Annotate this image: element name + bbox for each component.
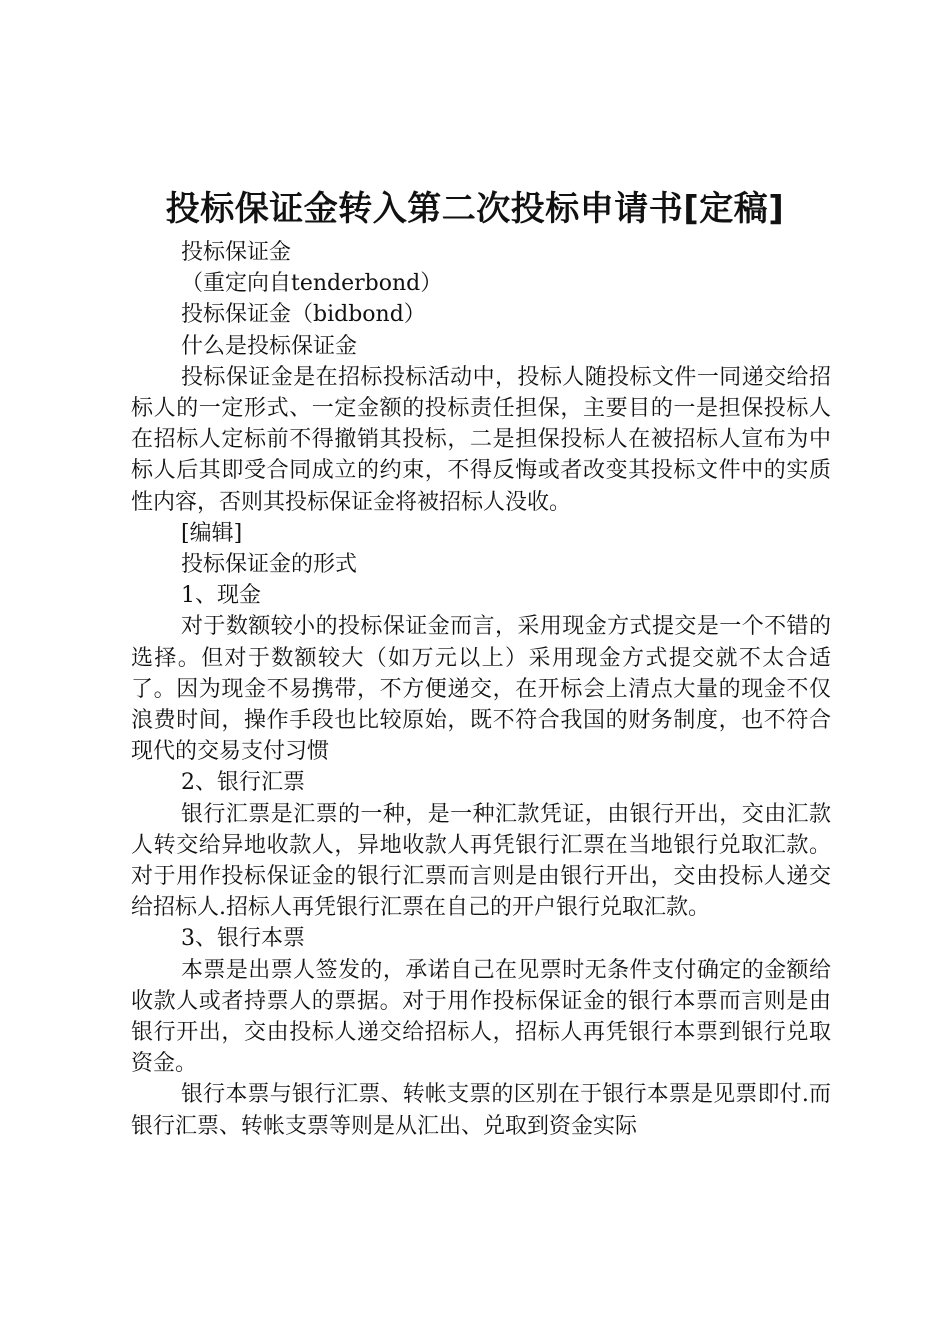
heading-what-is: 什么是投标保证金 xyxy=(181,333,358,359)
heading-bond: 投标保证金 xyxy=(181,240,292,265)
section-heading-cash: 1、现金 xyxy=(181,583,261,609)
section-paragraph-cashier-check-difference: 银行本票与银行汇票、转帐支票的区别在于银行本票是见票即付.而银行汇票、转帐支票等则是从汇出、兑取到资金实际 xyxy=(131,1082,831,1139)
section-paragraph-cash: 对于数额较小的投标保证金而言，采用现金方式提交是一个不错的选择。但对于数额较大（如万元以上）采用现金方式提交就不太合适了。因为现金不易携带，不方便递交，在开标会上清点大量的现金不仅浪费时间，操作手段也比较原始，既不符合我国的财务制度，也不符合现代的交易支付习惯 xyxy=(131,614,831,765)
definition-paragraph: 投标保证金是在招标投标活动中，投标人随投标文件一同递交给招标人的一定形式、一定金额的投标责任担保，主要目的一是担保投标人在招标人定标前不得撤销其投标，二是担保投标人在被招标人宣布为中标人后其即受合同成立的约束，不得反悔或者改变其投标文件中的实质性内容，否则其投标保证金将被招标人没收。 xyxy=(131,364,831,515)
heading-forms: 投标保证金的形式 xyxy=(181,552,358,578)
section-paragraph-cashier-check: 本票是出票人签发的，承诺自己在见票时无条件支付确定的金额给收款人或者持票人的票据。对于用作投标保证金的银行本票而言则是由银行开出，交由投标人递交给招标人，招标人再凭银行本票到银行兑取资金。 xyxy=(131,957,831,1077)
section-heading-cashier-check: 3、银行本票 xyxy=(181,926,305,952)
document-title: 投标保证金转入第二次投标申请书[定稿] xyxy=(165,189,785,229)
document-body xyxy=(131,237,831,1142)
redirect-note: （重定向自tenderbond） xyxy=(181,271,443,297)
edit-link[interactable]: [编辑] xyxy=(181,520,243,546)
section-heading-bank-draft: 2、银行汇票 xyxy=(181,770,305,796)
section-paragraph-bank-draft: 银行汇票是汇票的一种，是一种汇款凭证，由银行开出，交由汇款人转交给异地收款人，异地收款人再凭银行汇票在当地银行兑取汇款。对于用作投标保证金的银行汇票而言则是由银行开出，交由投标人递交给招标人.招标人再凭银行汇票在自己的开户银行兑取汇款。 xyxy=(131,801,831,921)
heading-bidbond: 投标保证金（bidbond） xyxy=(181,302,426,328)
